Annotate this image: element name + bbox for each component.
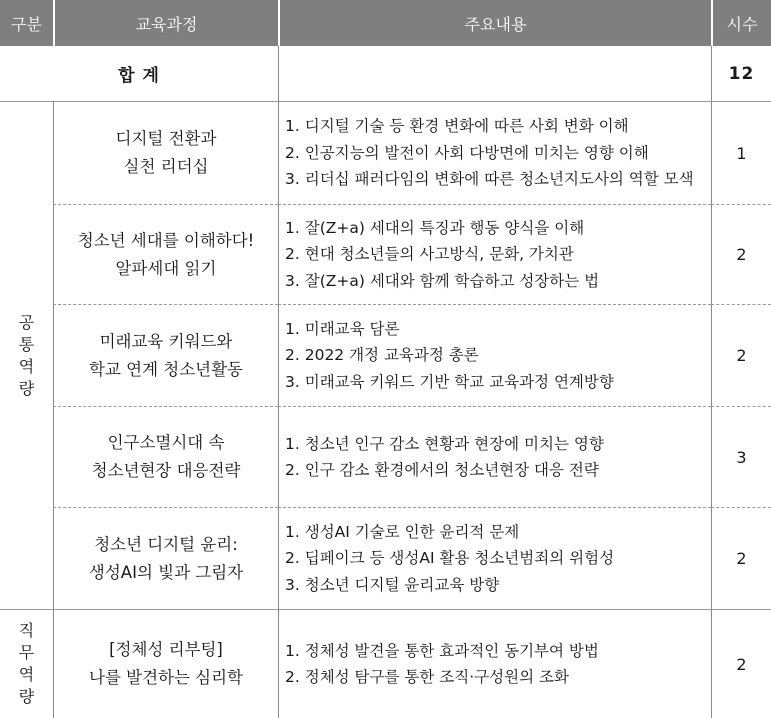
content-item: 1. 미래교육 담론 — [285, 319, 400, 338]
content-item: 2. 인공지능의 발전이 사회 다방면에 미치는 영향 이해 — [285, 143, 649, 162]
course-hours: 2 — [711, 610, 771, 718]
course-title — [53, 102, 278, 205]
content-item: 3. 청소년 디지털 윤리교육 방향 — [285, 575, 500, 594]
course-hours: 2 — [711, 305, 771, 407]
course-line: 디지털 전환과 — [115, 129, 217, 148]
course-title — [53, 305, 278, 407]
course-title — [53, 407, 278, 508]
content-item: 1. 디지털 기술 등 환경 변화에 따른 사회 변화 이해 — [285, 117, 629, 136]
content-item: 2. 현대 청소년들의 사고방식, 문화, 가치관 — [285, 245, 574, 264]
course-content — [278, 610, 711, 718]
course-line: 생성AI의 빛과 그림자 — [88, 562, 244, 582]
content-item: 1. 청소년 인구 감소 현황과 현장에 미치는 영향 — [285, 434, 604, 453]
content-item: 1. 정체성 발견을 통한 효과적인 동기부여 방법 — [285, 641, 599, 660]
content-item: 3. 리더십 패러다임의 변화에 따른 청소년지도사의 역할 모색 — [285, 170, 694, 189]
header-category: 구분 — [0, 0, 53, 46]
course-hours: 2 — [711, 205, 771, 305]
header-content: 주요내용 — [278, 0, 711, 46]
group-common-competency — [0, 102, 53, 610]
content-item: 2. 정체성 탐구를 통한 조직·구성원의 조화 — [285, 668, 569, 686]
header-course: 교육과정 — [53, 0, 278, 46]
course-content — [278, 102, 711, 205]
course-line: 청소년 디지털 윤리: — [94, 534, 238, 554]
course-hours: 3 — [711, 407, 771, 508]
course-line: 나를 발견하는 심리학 — [89, 668, 243, 687]
content-item: 3. 미래교육 키워드 기반 학교 교육과정 연계방향 — [285, 372, 614, 391]
content-item: 1. 생성AI 기술로 인한 윤리적 문제 — [285, 522, 520, 541]
course-content — [278, 305, 711, 407]
group-char: 무 — [18, 643, 35, 662]
header-hours: 시수 — [711, 0, 771, 46]
total-content-empty — [278, 46, 711, 102]
content-item: 2. 인구 감소 환경에서의 청소년현장 대응 전략 — [285, 461, 599, 479]
group-char: 통 — [18, 334, 35, 354]
course-content — [278, 407, 711, 508]
course-hours: 2 — [711, 508, 771, 610]
total-hours: 12 — [711, 46, 771, 102]
course-line: 인구소멸시대 속 — [107, 433, 225, 452]
course-line: [정체성 리부팅] — [109, 640, 223, 659]
group-char: 공 — [18, 312, 35, 332]
group-char: 역 — [18, 356, 35, 376]
group-char: 직 — [18, 621, 35, 640]
group-char: 역 — [18, 665, 35, 684]
total-label: 합 계 — [0, 46, 278, 102]
course-hours: 1 — [711, 102, 771, 205]
course-title — [53, 610, 278, 718]
course-line: 실천 리더십 — [123, 157, 209, 176]
course-line: 청소년 세대를 이해하다! — [77, 230, 255, 250]
group-job-competency — [0, 610, 53, 718]
course-line: 미래교육 키워드와 — [99, 331, 233, 351]
content-item: 2. 2022 개정 교육과정 총론 — [285, 346, 479, 365]
course-title — [53, 205, 278, 305]
group-char: 량 — [18, 687, 35, 706]
course-content — [278, 205, 711, 305]
content-item: 3. 잘(Z+a) 세대와 함께 학습하고 성장하는 법 — [285, 271, 600, 290]
content-item: 1. 잘(Z+a) 세대의 특징과 행동 양식을 이해 — [285, 218, 585, 237]
course-title — [53, 508, 278, 610]
group-char: 량 — [18, 378, 35, 398]
content-item: 2. 딥페이크 등 생성AI 활용 청소년범죄의 위험성 — [285, 549, 615, 568]
course-content — [278, 508, 711, 610]
course-line: 알파세대 읽기 — [115, 258, 217, 278]
course-line: 청소년현장 대응전략 — [91, 461, 241, 480]
course-line: 학교 연계 청소년활동 — [89, 359, 243, 379]
